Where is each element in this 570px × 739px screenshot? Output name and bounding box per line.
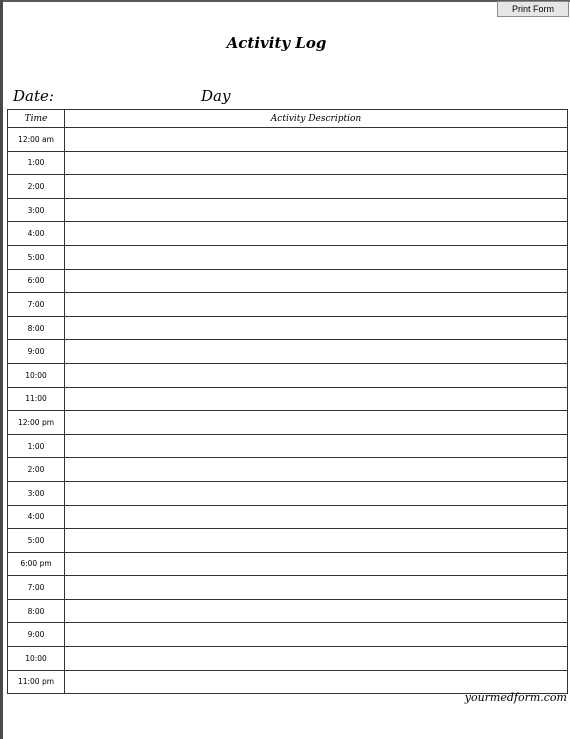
time-cell: 7:00 bbox=[8, 576, 65, 600]
print-form-button[interactable]: Print Form bbox=[497, 1, 569, 17]
activity-description-cell[interactable] bbox=[65, 151, 568, 175]
date-label: Date: bbox=[13, 87, 54, 105]
activity-description-cell[interactable] bbox=[65, 293, 568, 317]
activity-description-cell[interactable] bbox=[65, 576, 568, 600]
table-row bbox=[8, 198, 568, 222]
table-row bbox=[8, 128, 568, 152]
table-row bbox=[8, 434, 568, 458]
activity-log-body bbox=[8, 128, 568, 694]
activity-description-cell[interactable] bbox=[65, 552, 568, 576]
time-cell: 12:00 pm bbox=[8, 411, 65, 435]
activity-log-table bbox=[7, 109, 568, 694]
page-title: Activity Log bbox=[226, 34, 327, 52]
time-cell: 9:00 bbox=[8, 623, 65, 647]
time-cell: 2:00 bbox=[8, 175, 65, 199]
time-cell: 6:00 pm bbox=[8, 552, 65, 576]
table-row bbox=[8, 269, 568, 293]
time-cell: 8:00 bbox=[8, 316, 65, 340]
table-row bbox=[8, 222, 568, 246]
description-column-header: Activity Description bbox=[65, 110, 568, 128]
time-cell: 3:00 bbox=[8, 198, 65, 222]
table-row bbox=[8, 647, 568, 671]
table-row bbox=[8, 363, 568, 387]
time-cell: 10:00 bbox=[8, 363, 65, 387]
time-cell: 1:00 bbox=[8, 434, 65, 458]
activity-description-cell[interactable] bbox=[65, 222, 568, 246]
page-left-edge bbox=[0, 0, 3, 739]
time-cell: 11:00 pm bbox=[8, 670, 65, 694]
table-row bbox=[8, 340, 568, 364]
table-row bbox=[8, 245, 568, 269]
activity-description-cell[interactable] bbox=[65, 340, 568, 364]
activity-description-cell[interactable] bbox=[65, 458, 568, 482]
activity-description-cell[interactable] bbox=[65, 245, 568, 269]
table-row bbox=[8, 411, 568, 435]
activity-description-cell[interactable] bbox=[65, 128, 568, 152]
table-row bbox=[8, 599, 568, 623]
time-cell: 2:00 bbox=[8, 458, 65, 482]
activity-description-cell[interactable] bbox=[65, 175, 568, 199]
day-label: Day bbox=[201, 87, 231, 105]
time-cell: 9:00 bbox=[8, 340, 65, 364]
activity-description-cell[interactable] bbox=[65, 481, 568, 505]
table-row bbox=[8, 458, 568, 482]
table-row bbox=[8, 175, 568, 199]
table-row bbox=[8, 481, 568, 505]
table-row bbox=[8, 293, 568, 317]
table-row bbox=[8, 151, 568, 175]
time-cell: 1:00 bbox=[8, 151, 65, 175]
activity-description-cell[interactable] bbox=[65, 387, 568, 411]
time-cell: 4:00 bbox=[8, 222, 65, 246]
activity-description-cell[interactable] bbox=[65, 411, 568, 435]
table-row bbox=[8, 505, 568, 529]
table-header-row bbox=[8, 110, 568, 128]
time-cell: 3:00 bbox=[8, 481, 65, 505]
activity-description-cell[interactable] bbox=[65, 599, 568, 623]
page-top-edge bbox=[0, 0, 570, 2]
table-row bbox=[8, 529, 568, 553]
time-cell: 12:00 am bbox=[8, 128, 65, 152]
table-row bbox=[8, 316, 568, 340]
time-cell: 5:00 bbox=[8, 245, 65, 269]
time-cell: 4:00 bbox=[8, 505, 65, 529]
activity-description-cell[interactable] bbox=[65, 434, 568, 458]
time-cell: 8:00 bbox=[8, 599, 65, 623]
table-row bbox=[8, 623, 568, 647]
time-cell: 10:00 bbox=[8, 647, 65, 671]
activity-description-cell[interactable] bbox=[65, 363, 568, 387]
activity-description-cell[interactable] bbox=[65, 505, 568, 529]
time-column-header: Time bbox=[8, 110, 65, 128]
time-cell: 5:00 bbox=[8, 529, 65, 553]
time-cell: 6:00 bbox=[8, 269, 65, 293]
table-row bbox=[8, 387, 568, 411]
footer-site-label: yourmedform.com bbox=[464, 691, 567, 704]
table-row bbox=[8, 552, 568, 576]
time-cell: 11:00 bbox=[8, 387, 65, 411]
table-row bbox=[8, 576, 568, 600]
activity-description-cell[interactable] bbox=[65, 269, 568, 293]
time-cell: 7:00 bbox=[8, 293, 65, 317]
activity-description-cell[interactable] bbox=[65, 316, 568, 340]
activity-description-cell[interactable] bbox=[65, 623, 568, 647]
activity-description-cell[interactable] bbox=[65, 647, 568, 671]
activity-description-cell[interactable] bbox=[65, 198, 568, 222]
activity-description-cell[interactable] bbox=[65, 529, 568, 553]
